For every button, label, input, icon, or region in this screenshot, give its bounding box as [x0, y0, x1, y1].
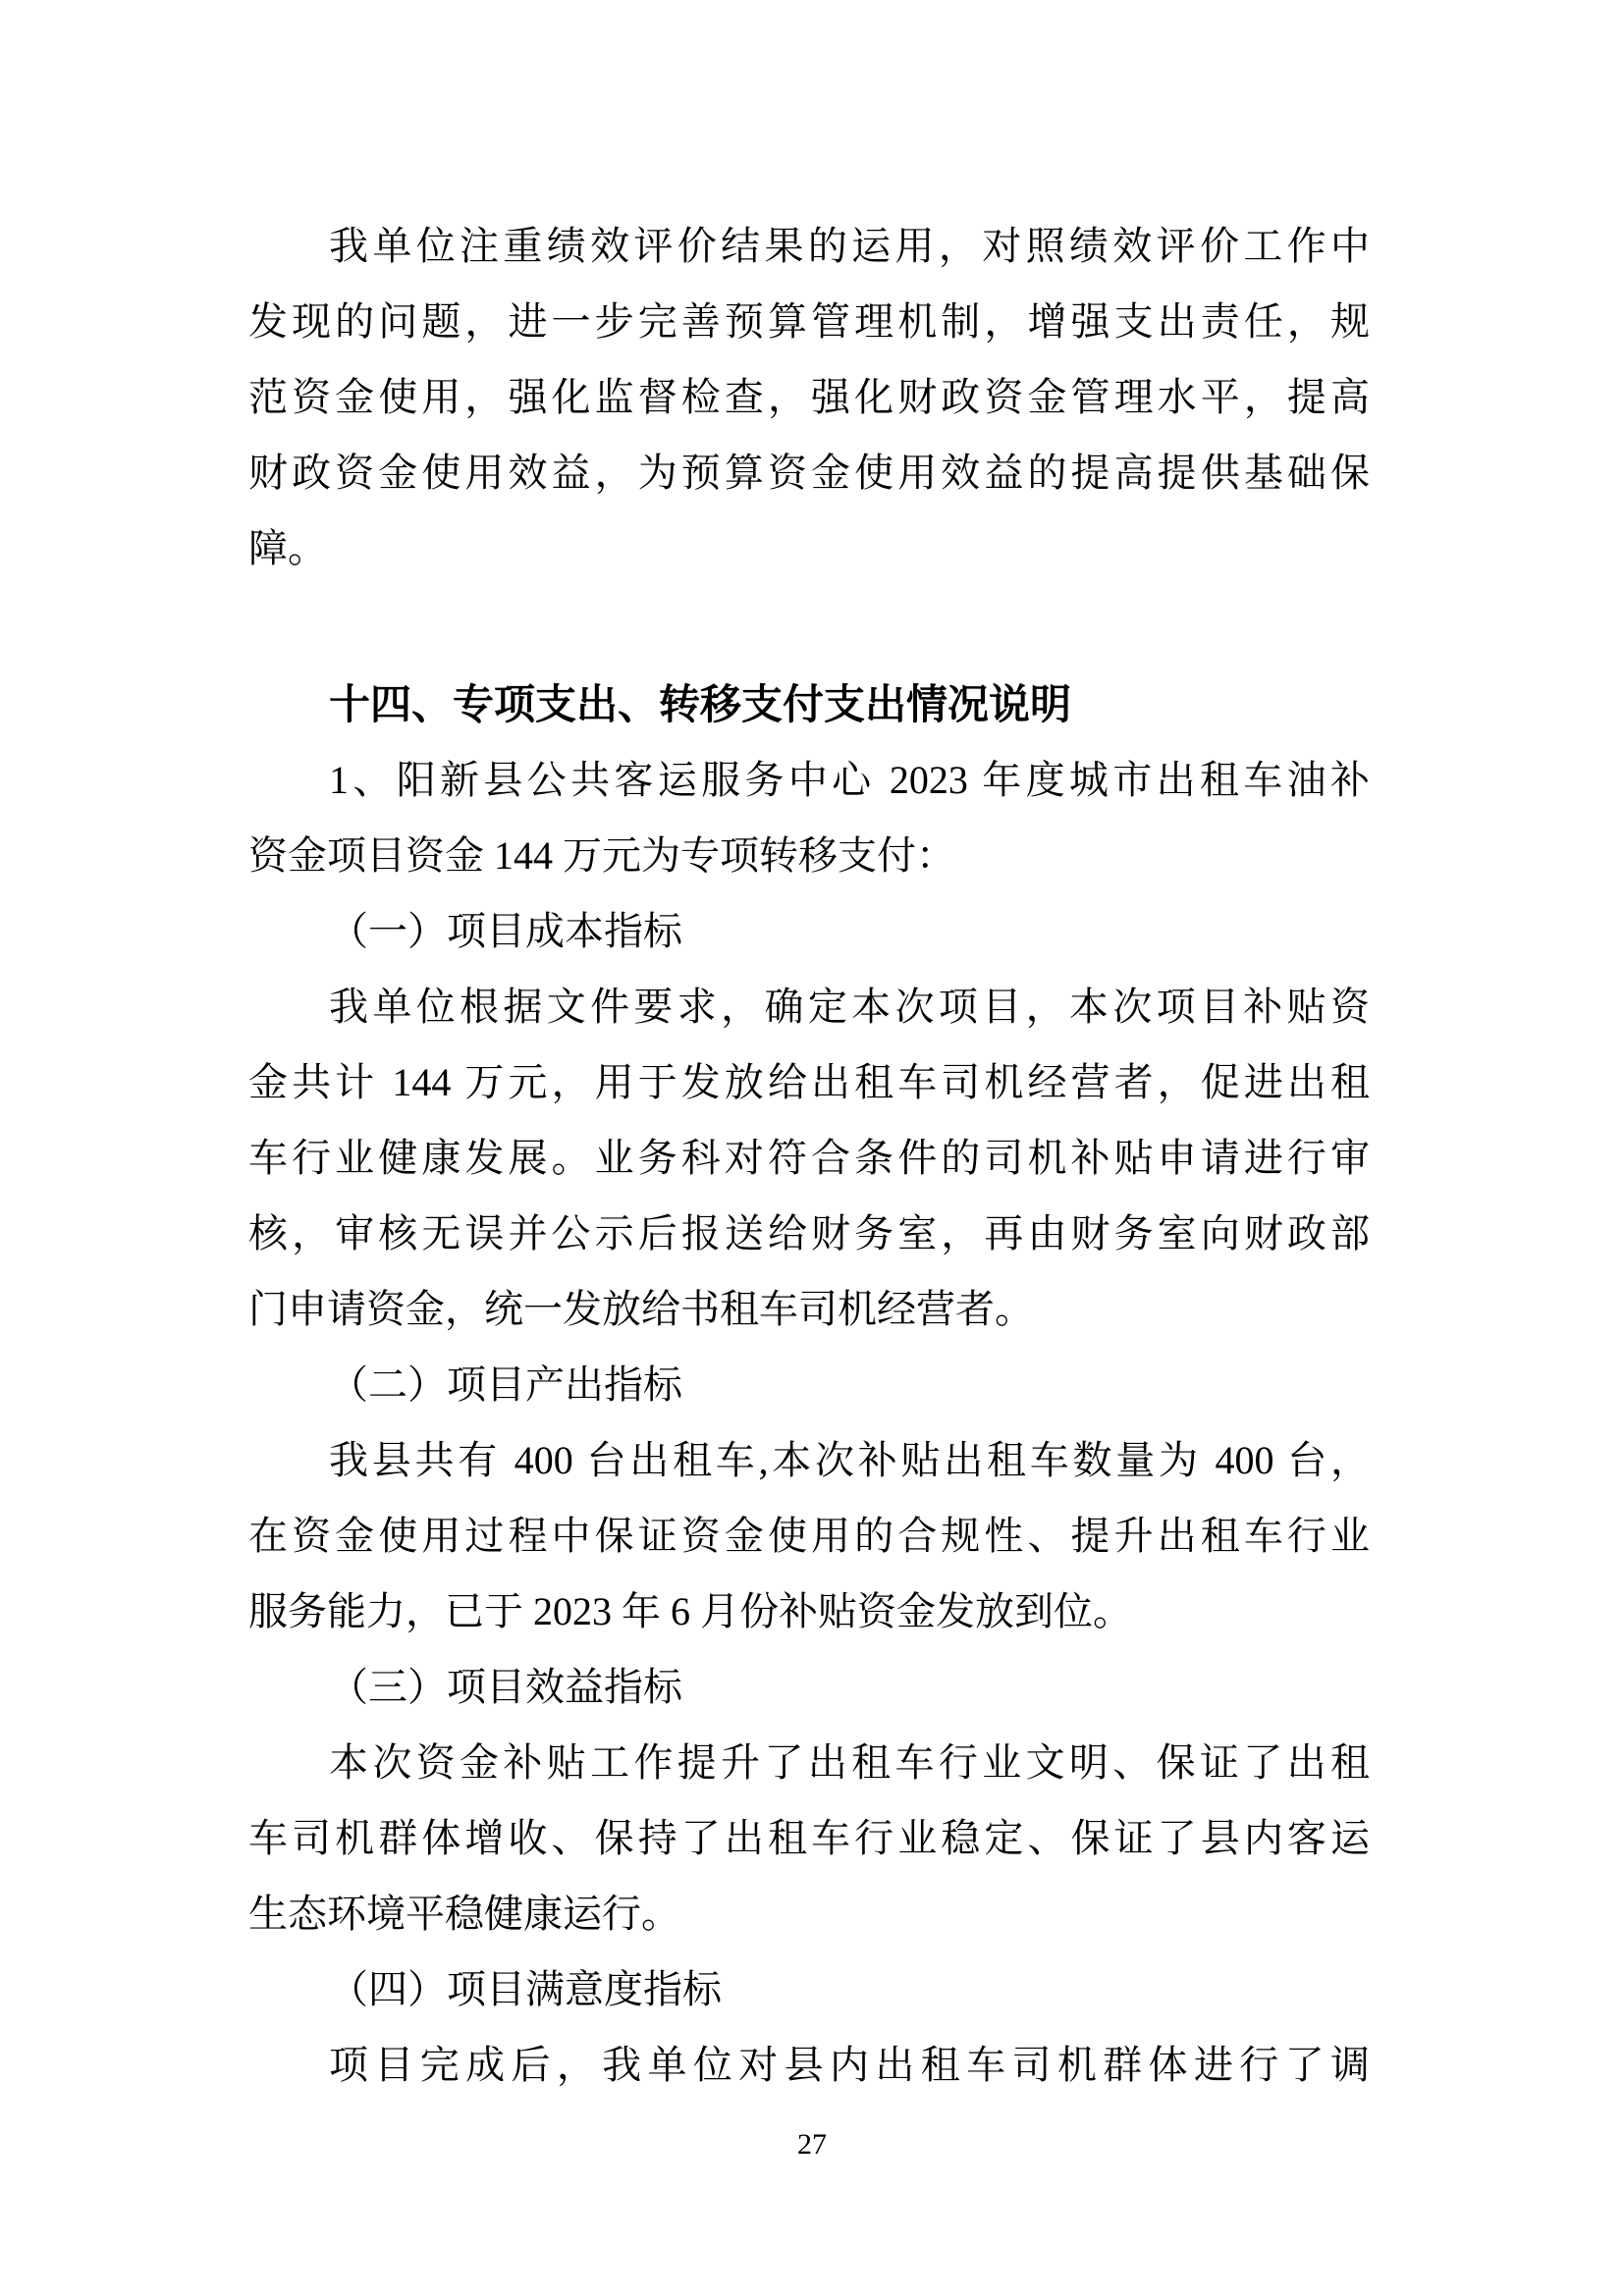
- document-page-content: [248, 208, 1370, 2103]
- text-line: 范资金使用，强化监督检查，强化财政资金管理水平，提高: [248, 375, 1370, 419]
- text-line: 障。: [248, 526, 327, 570]
- text-line: 资金项目资金 144 万元为专项转移支付：: [248, 833, 955, 878]
- page-number: 27: [797, 2128, 827, 2161]
- text-line: （四）项目满意度指标: [329, 1967, 722, 2011]
- text-line: 服务能力，已于 2023 年 6 月份补贴资金发放到位。: [248, 1589, 1132, 1633]
- text-line: （二）项目产出指标: [329, 1362, 682, 1407]
- text-line: 在资金使用过程中保证资金使用的合规性、提升出租车行业: [248, 1514, 1370, 1558]
- text-line: 核，审核无误并公示后报送给财务室，再由财务室向财政部: [248, 1211, 1370, 1255]
- text-line: 发现的问题，进一步完善预算管理机制，增强支出责任，规: [248, 299, 1370, 344]
- text-line: 我单位根据文件要求，确定本次项目，本次项目补贴资: [329, 985, 1370, 1029]
- text-line: 金共计 144 万元，用于发放给出租车司机经营者，促进出租: [248, 1060, 1370, 1104]
- text-line: 项目完成后，我单位对县内出租车司机群体进行了调: [329, 2043, 1370, 2087]
- text-line: 车行业健康发展。业务科对符合条件的司机补贴申请进行审: [248, 1136, 1370, 1180]
- text-line: 我单位注重绩效评价结果的运用，对照绩效评价工作中: [329, 224, 1370, 268]
- text-line: 我县共有 400 台出租车,本次补贴出租车数量为 400 台，: [329, 1438, 1370, 1482]
- text-line: （一）项目成本指标: [329, 909, 682, 953]
- text-line: 财政资金使用效益，为预算资金使用效益的提高提供基础保: [248, 451, 1370, 495]
- text-line: 车司机群体增收、保持了出租车行业稳定、保证了县内客运: [248, 1816, 1370, 1860]
- text-line: 本次资金补贴工作提升了出租车行业文明、保证了出租: [329, 1740, 1370, 1785]
- text-line: 门申请资金，统一发放给书租车司机经营者。: [248, 1287, 1034, 1331]
- text-line: 1、阳新县公共客运服务中心 2023 年度城市出租车油补: [329, 758, 1370, 802]
- section-heading: 十四、专项支出、转移支付支出情况说明: [329, 681, 1072, 727]
- text-line: （三）项目效益指标: [329, 1665, 682, 1709]
- text-line: 生态环境平稳健康运行。: [248, 1892, 680, 1936]
